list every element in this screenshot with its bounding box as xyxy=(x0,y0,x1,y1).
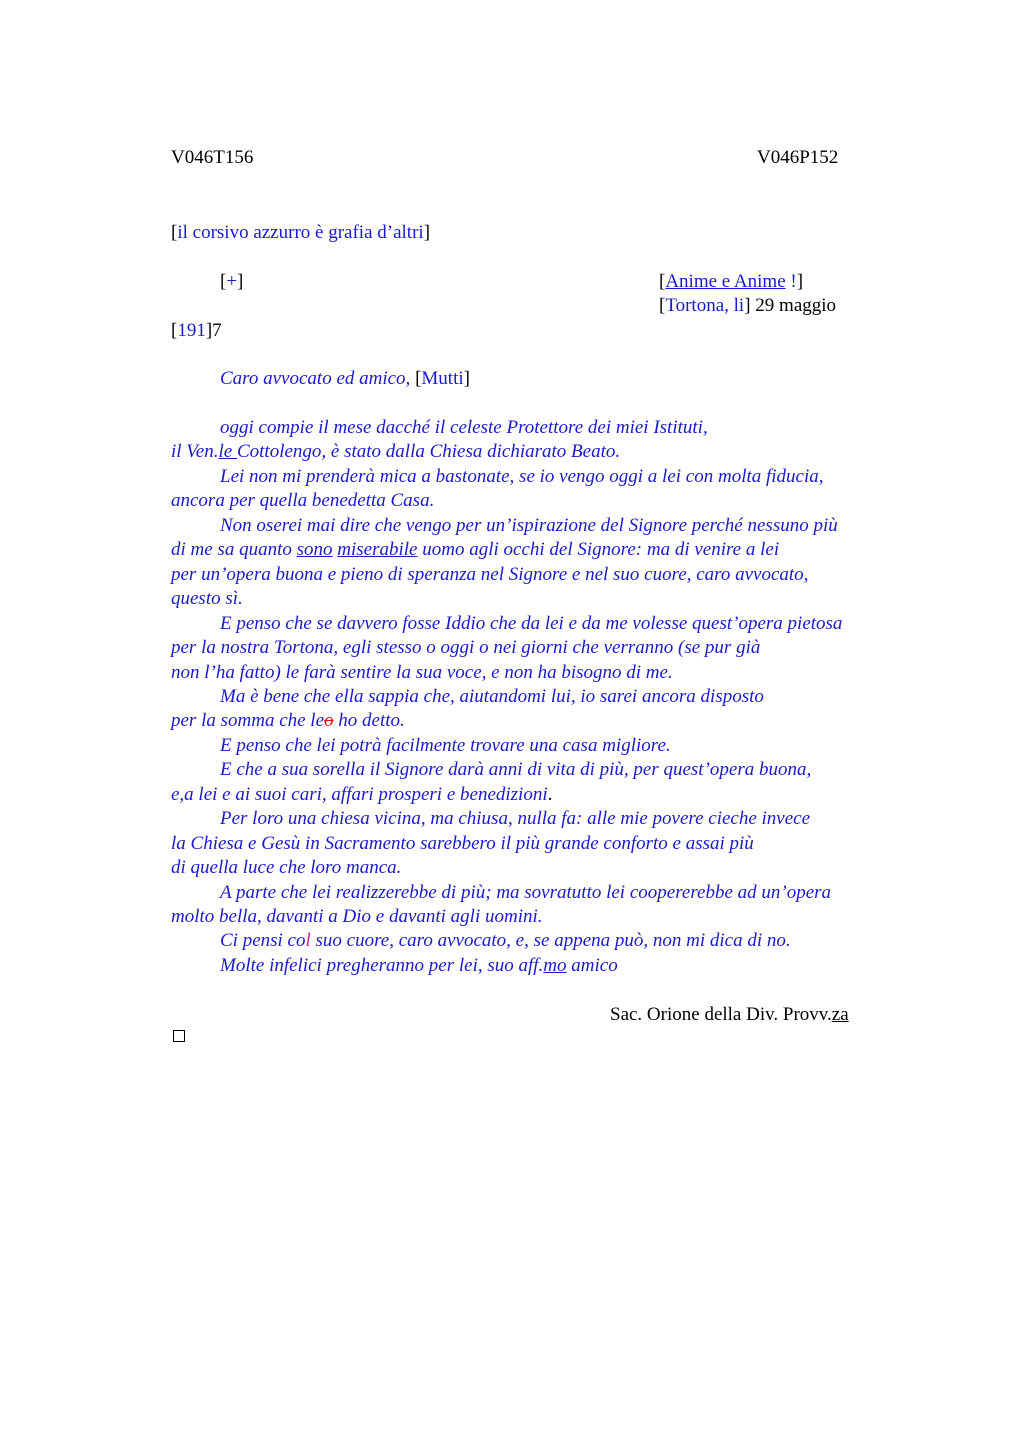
body-line: Molte infelici pregheranno per lei, suo aff.mo amico xyxy=(220,955,618,976)
body-line: ancora per quella benedetta Casa. xyxy=(171,490,435,511)
salutation: Caro avvocato ed amico, [Mutti] xyxy=(220,368,470,389)
end-marker-box xyxy=(173,1030,185,1042)
body-line: per la somma che leo ho detto. xyxy=(171,710,405,731)
editor-note xyxy=(171,222,430,244)
body-line: per un’opera buona e pieno di speranza nel Signore e nel suo cuore, caro avvocato, xyxy=(171,564,809,585)
document-code-right: V046P152 xyxy=(757,147,839,168)
body-line: per la nostra Tortona, egli stesso o oggi o nei giorni che verranno (se pur già xyxy=(171,637,761,658)
body-line: la Chiesa e Gesù in Sacramento sarebbero il più grande conforto e assai più xyxy=(171,833,754,854)
body-line: questo sì. xyxy=(171,588,243,609)
bracket-close: ] xyxy=(423,222,431,243)
letter-year: [191]7 xyxy=(171,320,222,341)
deleted-letter: o xyxy=(324,710,334,731)
body-line: molto bella, davanti a Dio e davanti agli uomini. xyxy=(171,906,543,927)
body-line: E penso che lei potrà facilmente trovare una casa migliore. xyxy=(220,735,671,756)
letter-title-text: Anime e Anime xyxy=(665,271,786,292)
cross-mark: [+] xyxy=(220,271,244,292)
body-line: il Ven.le Cottolengo, è stato dalla Chiesa dichiarato Beato. xyxy=(171,441,621,462)
body-line: di me sa quanto sono miserabile uomo agli occhi del Signore: ma di venire a lei xyxy=(171,539,780,560)
body-line: e,a lei e ai suoi cari, affari prosperi e benedizioni. xyxy=(171,784,553,805)
body-line: Per loro una chiesa vicina, ma chiusa, nulla fa: alle mie povere cieche invece xyxy=(220,808,811,829)
letter-place-date: [Tortona, li] 29 maggio xyxy=(659,295,837,316)
body-line: Lei non mi prenderà mica a bastonate, se io vengo oggi a lei con molta fiducia, xyxy=(220,466,824,487)
letter-date: 29 maggio xyxy=(750,295,837,316)
body-line: Ma è bene che ella sappia che, aiutandomi lui, io sarei ancora disposto xyxy=(220,686,764,707)
body-line: Ci pensi col suo cuore, caro avvocato, e, se appena può, non mi dica di no. xyxy=(220,930,791,951)
letter-title: [Anime e Anime !] xyxy=(659,271,804,292)
cross-symbol: + xyxy=(226,271,238,292)
letter-place: Tortona, li xyxy=(665,295,745,316)
inserted-letter: l xyxy=(305,930,311,951)
body-line: di quella luce che loro manca. xyxy=(171,857,402,878)
underlined-word: miserabile xyxy=(337,539,418,560)
salutation-text: Caro avvocato ed amico, xyxy=(220,368,416,389)
bracket-open: [ xyxy=(171,222,178,243)
body-line: E che a sua sorella il Signore darà anni di vita di più, per quest’opera buona, xyxy=(220,759,812,780)
body-line: non l’ha fatto) le farà sentire la sua voce, e non ha bisogno di me. xyxy=(171,662,673,683)
body-line: oggi compie il mese dacché il celeste Protettore dei miei Istituti, xyxy=(220,417,708,438)
body-line: A parte che lei realizzerebbe di più; ma sovratutto lei coopererebbe ad un’opera xyxy=(220,882,832,903)
recipient-name: Mutti xyxy=(421,368,464,389)
body-line: E penso che se davvero fosse Iddio che da lei e da me volesse quest’opera pietosa xyxy=(220,613,843,634)
document-code-left: V046T156 xyxy=(171,147,254,168)
signature: Sac. Orione della Div. Provv.za xyxy=(610,1004,849,1025)
body-line: Non oserei mai dire che vengo per un’ispirazione del Signore perché nessuno più xyxy=(220,515,838,536)
editor-note-text: il corsivo azzurro è grafia d’altri xyxy=(177,222,424,243)
underlined-word: sono xyxy=(296,539,333,560)
